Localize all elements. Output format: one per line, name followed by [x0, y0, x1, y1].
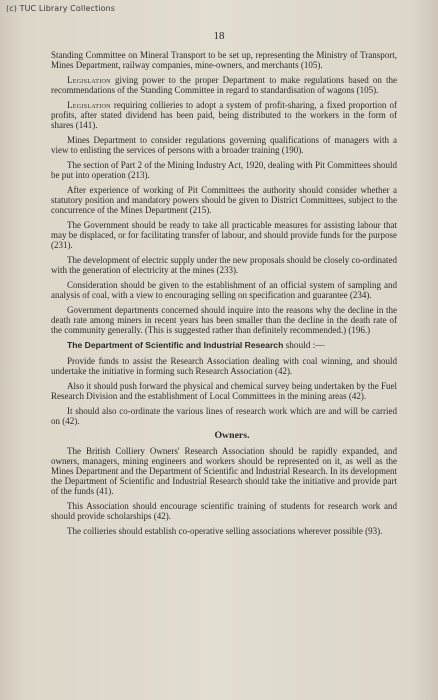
paragraph: The development of electric supply under the new proposals should be closely co-ordinated with the generation of electricity at the mines (233). [51, 255, 397, 275]
paragraph: Also it should push forward the physical and chemical survey being undertaken by the Fuel Research Division and the establishment of Local Committees in the mining areas (42). [51, 381, 397, 401]
paragraph: The British Colliery Owners' Research Association should be rapidly expanded, and owners, managers, mining engineers and workers should be represented on it, as well as the Mines Department and the Department of Scientific and Industrial Research. In its development the Department of Scientific and Industrial Research should take the initiative and provide part of the funds (41). [51, 446, 397, 496]
lead-word: Legislation [67, 100, 111, 110]
copyright-watermark: (c) TUC Library Collections [6, 4, 116, 13]
paragraph: Government departments concerned should inquire into the reasons why the decline in the death rate among miners in recent years has been smaller than the decline in the death rate of the community generally. (This is suggested rather than definitely recommended.) (196.) [51, 305, 397, 335]
paragraph: It should also co-ordinate the various lines of research work which are and will be carried on (42). [51, 406, 397, 426]
paragraph: Mines Department to consider regulations governing qualifications of managers with a view to enlisting the services of persons with a broader training (190). [51, 135, 397, 155]
paragraph: Consideration should be given to the establishment of an official system of sampling and analysis of coal, with a view to encouraging selling on specification and guarantee (234). [51, 280, 397, 300]
paragraph: The collieries should establish co-operative selling associations wherever possible (93). [67, 526, 383, 536]
paragraph: Standing Committee on Mineral Transport to be set up, representing the Ministry of Transport, Mines Department, railway companies, mine-owners, and merchants (105). [51, 50, 397, 70]
page-number: 18 [213, 30, 225, 42]
paragraph: Legislation giving power to the proper Department to make regulations based on the recommendations of the Standing Committee in regard to standardisation of wagons (105). [51, 75, 397, 95]
paragraph: Legislation requiring collieries to adopt a system of profit-sharing, a fixed proportion of profits, after stated dividend has been paid, being distributed to the workers in the form of shares (141). [51, 100, 397, 130]
owners-section-heading: Owners. [214, 430, 250, 441]
paragraph: After experience of working of Pit Committees the authority should consider whether a statutory position and mandatory powers should be given to District Committees, subject to the concurrence of the Mines Department (215). [51, 185, 397, 215]
lead-word: Legislation [67, 75, 111, 85]
paragraph: Provide funds to assist the Research Association dealing with coal winning, and should undertake the initiative in forming such Research Association (42). [51, 356, 397, 376]
page-body [51, 50, 397, 541]
paragraph: The Government should be ready to take all practicable measures for assisting labour that may be displaced, or for facilitating transfer of labour, and should provide funds for the purpose (231). [51, 220, 397, 250]
paragraph: This Association should encourage scientific training of students for research work and should provide scholarships (42). [51, 501, 397, 521]
paragraph: The section of Part 2 of the Mining Industry Act, 1920, dealing with Pit Committees should be put into operation (213). [51, 160, 397, 180]
dsir-section-heading: The Department of Scientific and Industrial Research should :— [67, 340, 325, 351]
